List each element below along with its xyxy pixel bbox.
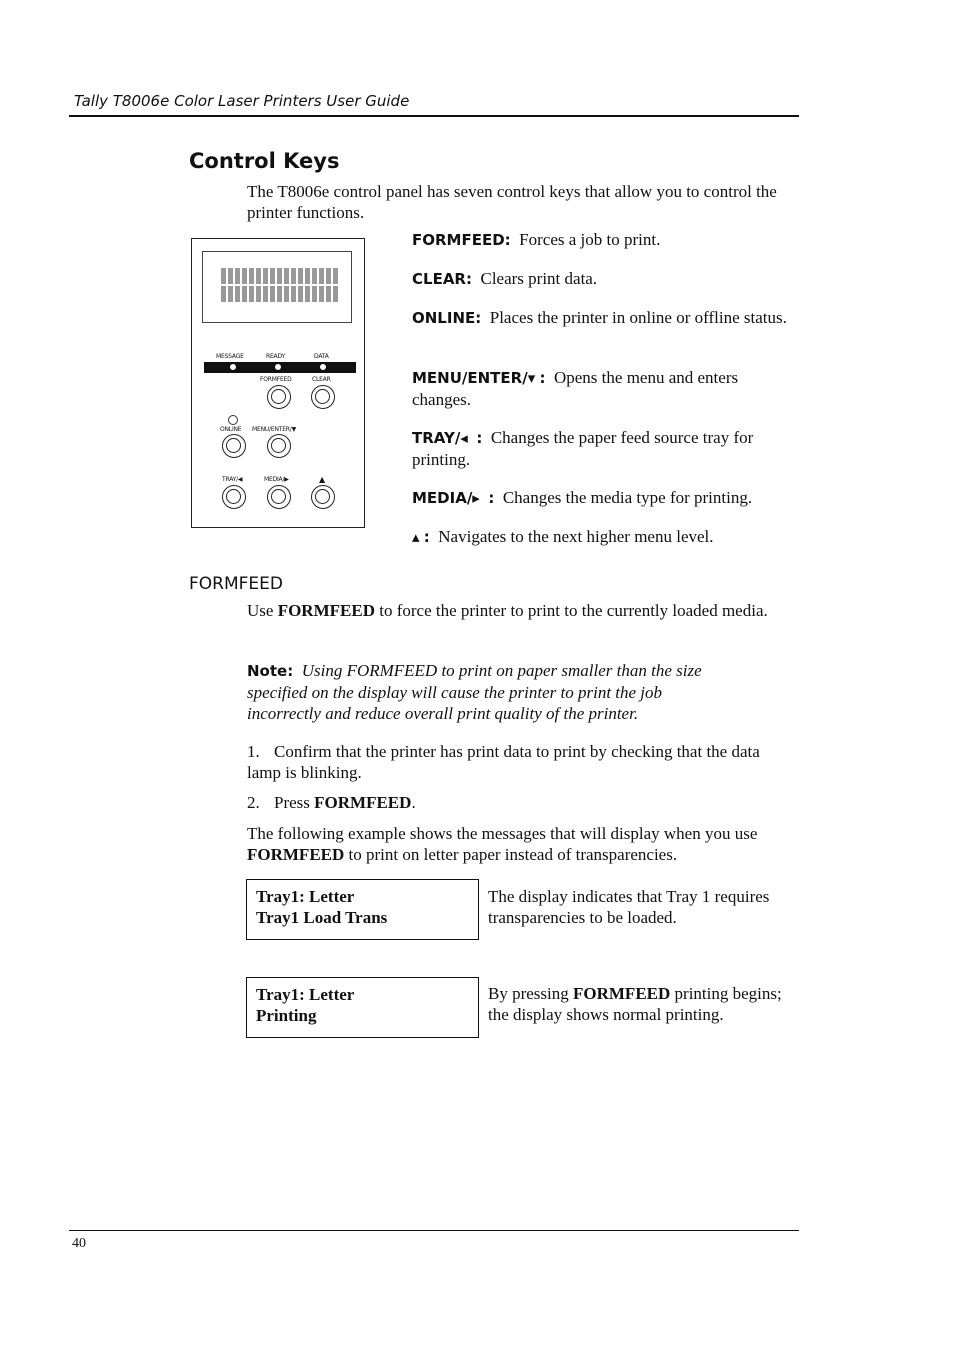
key-label-media: MEDIA/▶ — [264, 476, 289, 483]
key-description: Forces a job to print. — [519, 230, 661, 249]
key-colon: : — [476, 429, 483, 447]
left-arrow-icon: ◂ — [460, 429, 468, 447]
footer-rule — [69, 1230, 799, 1231]
key-description: Clears print data. — [480, 269, 598, 288]
lamp-label-ready: READY — [266, 353, 286, 360]
note-text: Using FORMFEED to print on paper smaller than the size specified on the display will cause the printer to print the job incorrectly and reduce overall print quality of the printer. — [247, 661, 702, 723]
example-intro — [247, 823, 797, 865]
step-1 — [247, 741, 797, 783]
lamp-label-data: DATA — [314, 353, 329, 360]
down-arrow-icon: ▾ — [527, 369, 536, 387]
online-indicator — [228, 415, 238, 425]
key-desc-tray — [412, 427, 797, 470]
key-label-tray: TRAY/◀ — [222, 476, 243, 483]
message-lamp — [229, 363, 237, 371]
key-description: Changes the paper feed source tray for printing. — [412, 428, 754, 469]
key-desc-clear — [412, 268, 797, 290]
key-description: Changes the media type for printing. — [502, 488, 753, 507]
section-title: Control Keys — [189, 149, 340, 173]
step-number: 2. — [247, 793, 260, 812]
desc-rest: printing begins; the display shows normal printing. — [488, 984, 782, 1024]
display-desc-2 — [488, 983, 798, 1025]
usage-rest: to force the printer to print to the currently loaded media. — [379, 601, 768, 620]
media-key[interactable] — [267, 485, 291, 509]
display-example-1 — [246, 879, 479, 940]
key-description: Navigates to the next higher menu level. — [438, 527, 714, 546]
example-text: The following example shows the messages that will display when you use — [247, 824, 758, 843]
key-colon: : — [539, 369, 546, 387]
key-description: Places the printer in online or offline status. — [489, 308, 787, 327]
key-desc-online — [412, 307, 797, 329]
up-key[interactable] — [311, 485, 335, 509]
key-desc-up — [412, 526, 797, 548]
key-name: MEDIA/ — [412, 489, 473, 507]
up-arrow-icon: ▴ — [412, 528, 420, 546]
display-desc-1: The display indicates that Tray 1 requires transparencies to be loaded. — [488, 887, 770, 927]
key-name: ONLINE: — [412, 309, 482, 327]
lcd-row-gap — [221, 284, 339, 286]
key-description: Opens the menu and enters changes. — [412, 368, 739, 409]
online-key[interactable] — [222, 434, 246, 458]
key-label-menu-enter: MENU/ENTER/▼ — [252, 426, 297, 433]
display-example-2 — [246, 977, 479, 1038]
subsection-title: FORMFEED — [189, 574, 283, 594]
ready-lamp — [274, 363, 282, 371]
key-label-online: ONLINE — [220, 426, 242, 433]
key-name: CLEAR: — [412, 270, 472, 288]
key-desc-media — [412, 487, 812, 509]
step-keyword: FORMFEED — [314, 793, 412, 812]
example-keyword: FORMFEED — [247, 845, 345, 864]
key-colon: : — [423, 528, 430, 546]
key-colon: : — [488, 489, 495, 507]
running-header: Tally T8006e Color Laser Printers User Guide — [74, 92, 410, 110]
step-number: 1. — [247, 742, 260, 761]
desc-prefix: By pressing — [488, 984, 569, 1003]
display-line-2: Tray1 Load Trans — [256, 908, 388, 927]
header-rule — [69, 115, 799, 117]
tray-key[interactable] — [222, 485, 246, 509]
step-2 — [247, 792, 797, 813]
key-desc-formfeed — [412, 229, 797, 251]
usage-keyword: FORMFEED — [277, 601, 375, 620]
display-line-1: Tray1: Letter — [256, 887, 355, 906]
menu-enter-key[interactable] — [267, 434, 291, 458]
note-label: Note: — [247, 662, 294, 680]
key-name: TRAY/ — [412, 429, 461, 447]
lamp-label-message: MESSAGE — [216, 353, 244, 360]
page-number: 40 — [72, 1236, 86, 1251]
formfeed-key[interactable] — [267, 385, 291, 409]
formfeed-note — [247, 660, 727, 724]
display-line-1: Tray1: Letter — [256, 985, 355, 1004]
right-arrow-icon: ▸ — [472, 489, 480, 507]
data-lamp — [319, 363, 327, 371]
formfeed-usage — [247, 600, 797, 621]
usage-prefix: Use — [247, 601, 274, 620]
key-name: FORMFEED: — [412, 231, 511, 249]
key-desc-menu-enter — [412, 367, 797, 410]
lcd-display — [202, 251, 352, 323]
display-line-2: Printing — [256, 1006, 317, 1025]
key-label-up: ▲ — [319, 475, 325, 484]
example-rest: to print on letter paper instead of transparencies. — [348, 845, 678, 864]
step-suffix: . — [411, 793, 416, 812]
lamp-bar — [204, 362, 356, 373]
section-intro: The T8006e control panel has seven control keys that allow you to control the printer functions. — [247, 182, 777, 222]
step-prefix: Press — [274, 793, 310, 812]
step-text: Confirm that the printer has print data to print by checking that the data lamp is blinking. — [247, 742, 760, 782]
key-name: MENU/ENTER/ — [412, 369, 528, 387]
clear-key[interactable] — [311, 385, 335, 409]
desc-keyword: FORMFEED — [573, 984, 671, 1003]
control-panel-figure — [191, 238, 365, 528]
key-label-clear: CLEAR — [312, 376, 331, 383]
key-label-formfeed: FORMFEED — [260, 376, 292, 383]
